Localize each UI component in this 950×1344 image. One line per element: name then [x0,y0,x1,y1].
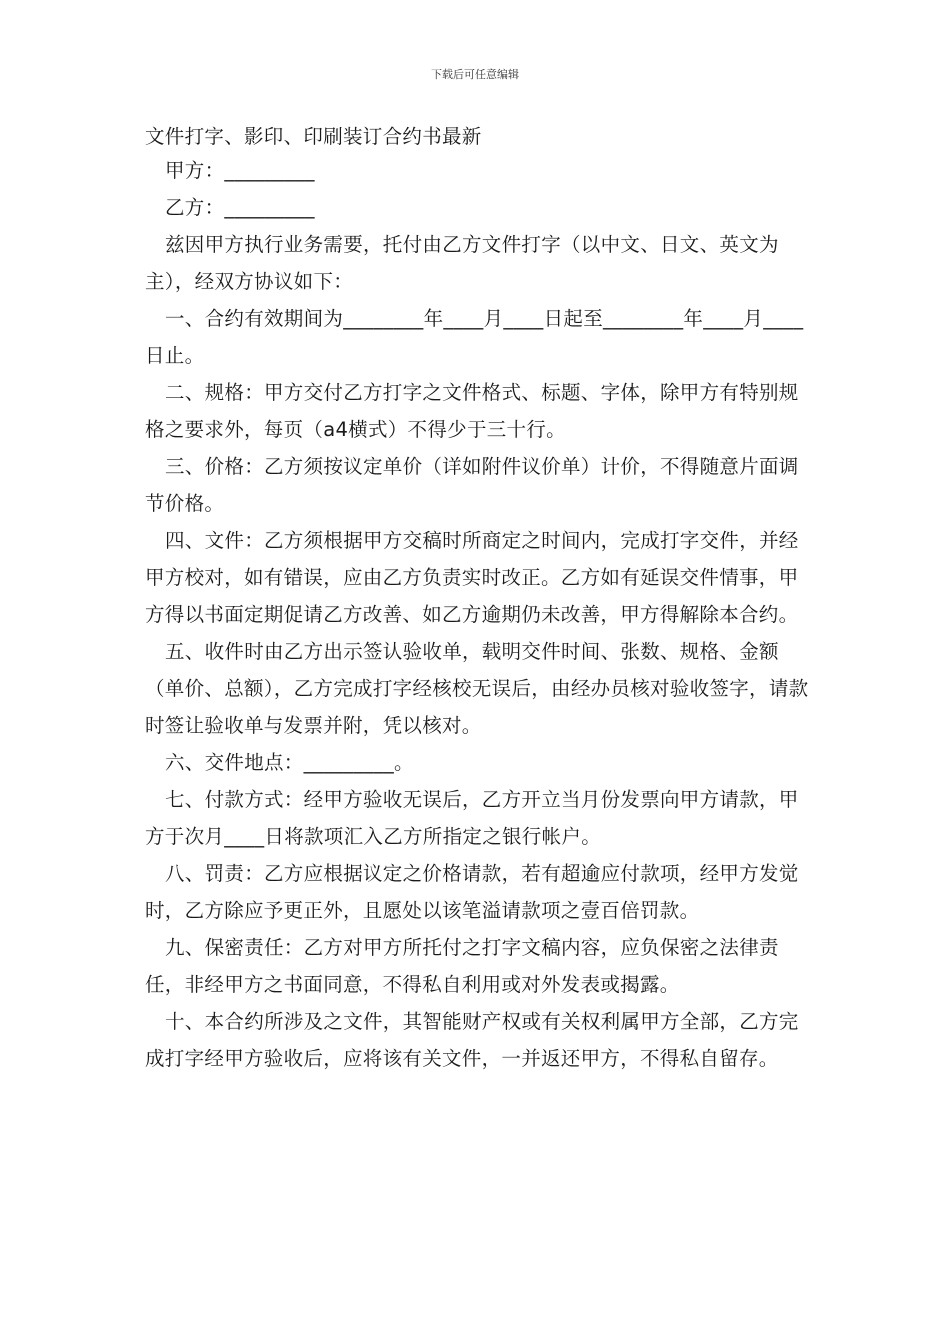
clause-7: 七、付款方式：经甲方验收无误后，乙方开立当月份发票向甲方请款，甲方于次月____日将款项汇入乙方所指定之银行帐户。 [145,788,799,848]
clause-2: 二、规格：甲方交付乙方打字之文件格式、标题、字体，除甲方有特别规格之要求外，每页（a4横式）不得少于三十行。 [145,381,799,441]
clause-9: 九、保密责任：乙方对甲方所托付之打字文稿内容，应负保密之法律责任，非经甲方之书面同意，不得私自利用或对外发表或揭露。 [145,936,779,996]
clause-3: 三、价格：乙方须按议定单价（详如附件议价单）计价，不得随意片面调节价格。 [145,455,799,515]
party-a-line: 甲方：_________ [165,159,315,182]
contract-body [145,122,810,1077]
clause-1: 一、合约有效期间为________年____月____日起至________年____月____日止。 [145,307,804,367]
intro-paragraph: 兹因甲方执行业务需要，托付由乙方文件打字（以中文、日文、英文为主），经双方协议如下： [145,233,779,293]
party-b-line: 乙方：_________ [165,196,315,219]
document-title: 文件打字、影印、印刷装订合约书最新 [145,125,482,148]
clause-4: 四、文件：乙方须根据甲方交稿时所商定之时间内，完成打字交件，并经甲方校对，如有错误，应由乙方负责实时改正。乙方如有延误交件情事，甲方得以书面定期促请乙方改善、如乙方逾期仍未改善，甲方得解除本合约。 [145,529,799,626]
clause-6: 六、交件地点：_________。 [165,751,414,774]
clause-5: 五、收件时由乙方出示签认验收单，载明交件时间、张数、规格、金额（单价、总额），乙方完成打字经核校无误后，由经办员核对验收签字，请款时签让验收单与发票并附，凭以核对。 [145,640,809,737]
header-note: 下载后可任意编辑 [431,68,519,81]
clause-10: 十、本合约所涉及之文件，其智能财产权或有关权利属甲方全部，乙方完成打字经甲方验收后，应将该有关文件，一并返还甲方，不得私自留存。 [145,1010,799,1070]
clause-8: 八、罚责：乙方应根据议定之价格请款，若有超逾应付款项，经甲方发觉时，乙方除应予更正外，且愿处以该笔溢请款项之壹百倍罚款。 [145,862,799,922]
